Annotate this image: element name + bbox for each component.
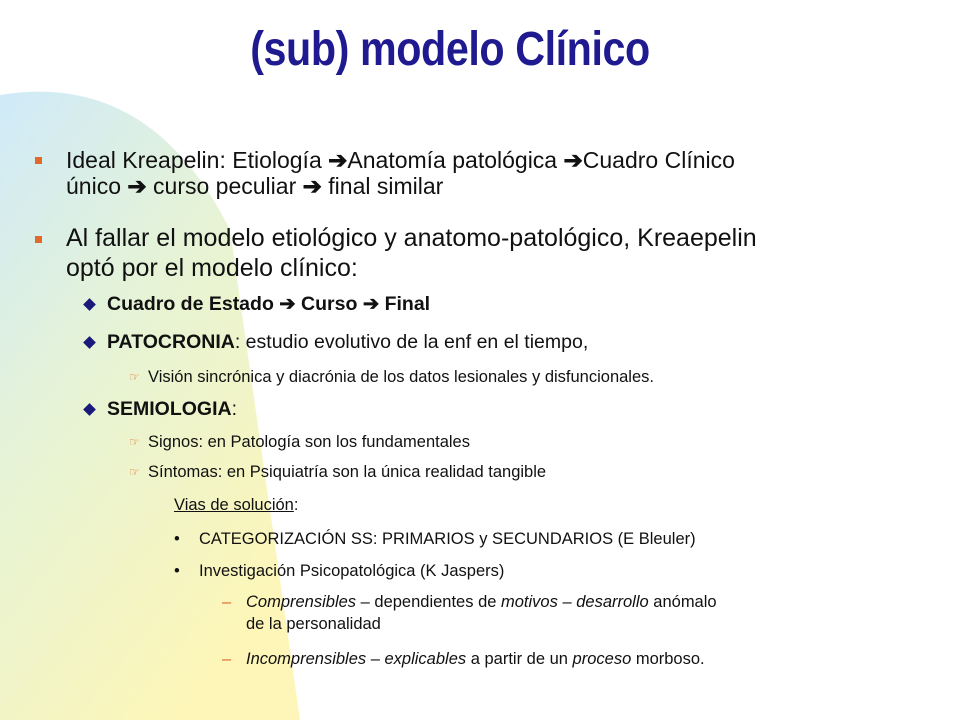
slide-title: (sub) modelo Clínico [250, 23, 650, 76]
square-bullet-icon [35, 236, 42, 243]
diamond-bullet-icon [83, 403, 96, 416]
via-categorizacion: CATEGORIZACIÓN SS: PRIMARIOS y SECUNDARIOS (E Bleuler) [199, 530, 696, 548]
sub-patocronia: PATOCRONIA: estudio evolutivo de la enf en el tiempo, [107, 331, 589, 353]
bullet-ideal-kreapelin [66, 147, 946, 199]
item-comprensibles: Comprensibles – dependientes de motivos – desarrollo anómalo de la personalidad [246, 593, 717, 633]
square-bullet-icon [35, 157, 42, 164]
bullet-ideal-line2: único ➔ curso peculiar ➔ final similar [66, 173, 444, 199]
pointing-hand-icon: ☞ [129, 435, 140, 449]
via-investigacion: Investigación Psicopatológica (K Jaspers) [199, 562, 505, 580]
sub-cuadro-estado: Cuadro de Estado ➔ Curso ➔ Final [107, 293, 431, 315]
diamond-bullet-icon [83, 298, 96, 311]
vias-de-solucion: Vias de solución: [174, 496, 299, 514]
arrow-right-icon: ➔ [563, 147, 583, 173]
item-incomprensibles: Incomprensibles – explicables a partir de un proceso morboso. [246, 650, 705, 668]
bullet-al-fallar-line1: Al fallar el modelo etiológico y anatomo-patológico, Kreaepelin [66, 224, 757, 252]
dash-bullet-icon: – [222, 593, 232, 611]
bullet-al-fallar-line2: optó por el modelo clínico: [66, 254, 358, 282]
arrow-right-icon: ➔ [127, 173, 147, 199]
arrow-right-icon: ➔ [328, 147, 348, 173]
arrow-right-icon: ➔ [302, 173, 322, 199]
sub-signos: Signos: en Patología son los fundamentales [148, 433, 470, 451]
dot-bullet-icon: • [174, 530, 180, 548]
bullet-al-fallar [66, 223, 956, 283]
dash-bullet-icon: – [222, 650, 232, 668]
sub-sintomas: Síntomas: en Psiquiatría son la única realidad tangible [148, 463, 547, 481]
sub-semiologia: SEMIOLOGIA: [107, 398, 238, 420]
bullet-ideal-line1: Ideal Kreapelin: Etiología ➔Anatomía patológica ➔Cuadro Clínico [66, 147, 735, 173]
pointing-hand-icon: ☞ [129, 465, 140, 479]
pointing-hand-icon: ☞ [129, 370, 140, 384]
arrow-right-icon: ➔ [279, 293, 296, 315]
sub-vision-sincronica: Visión sincrónica y diacrónia de los datos lesionales y disfuncionales. [148, 368, 654, 386]
diamond-bullet-icon [83, 336, 96, 349]
arrow-right-icon: ➔ [362, 293, 380, 315]
dot-bullet-icon: • [174, 562, 180, 580]
